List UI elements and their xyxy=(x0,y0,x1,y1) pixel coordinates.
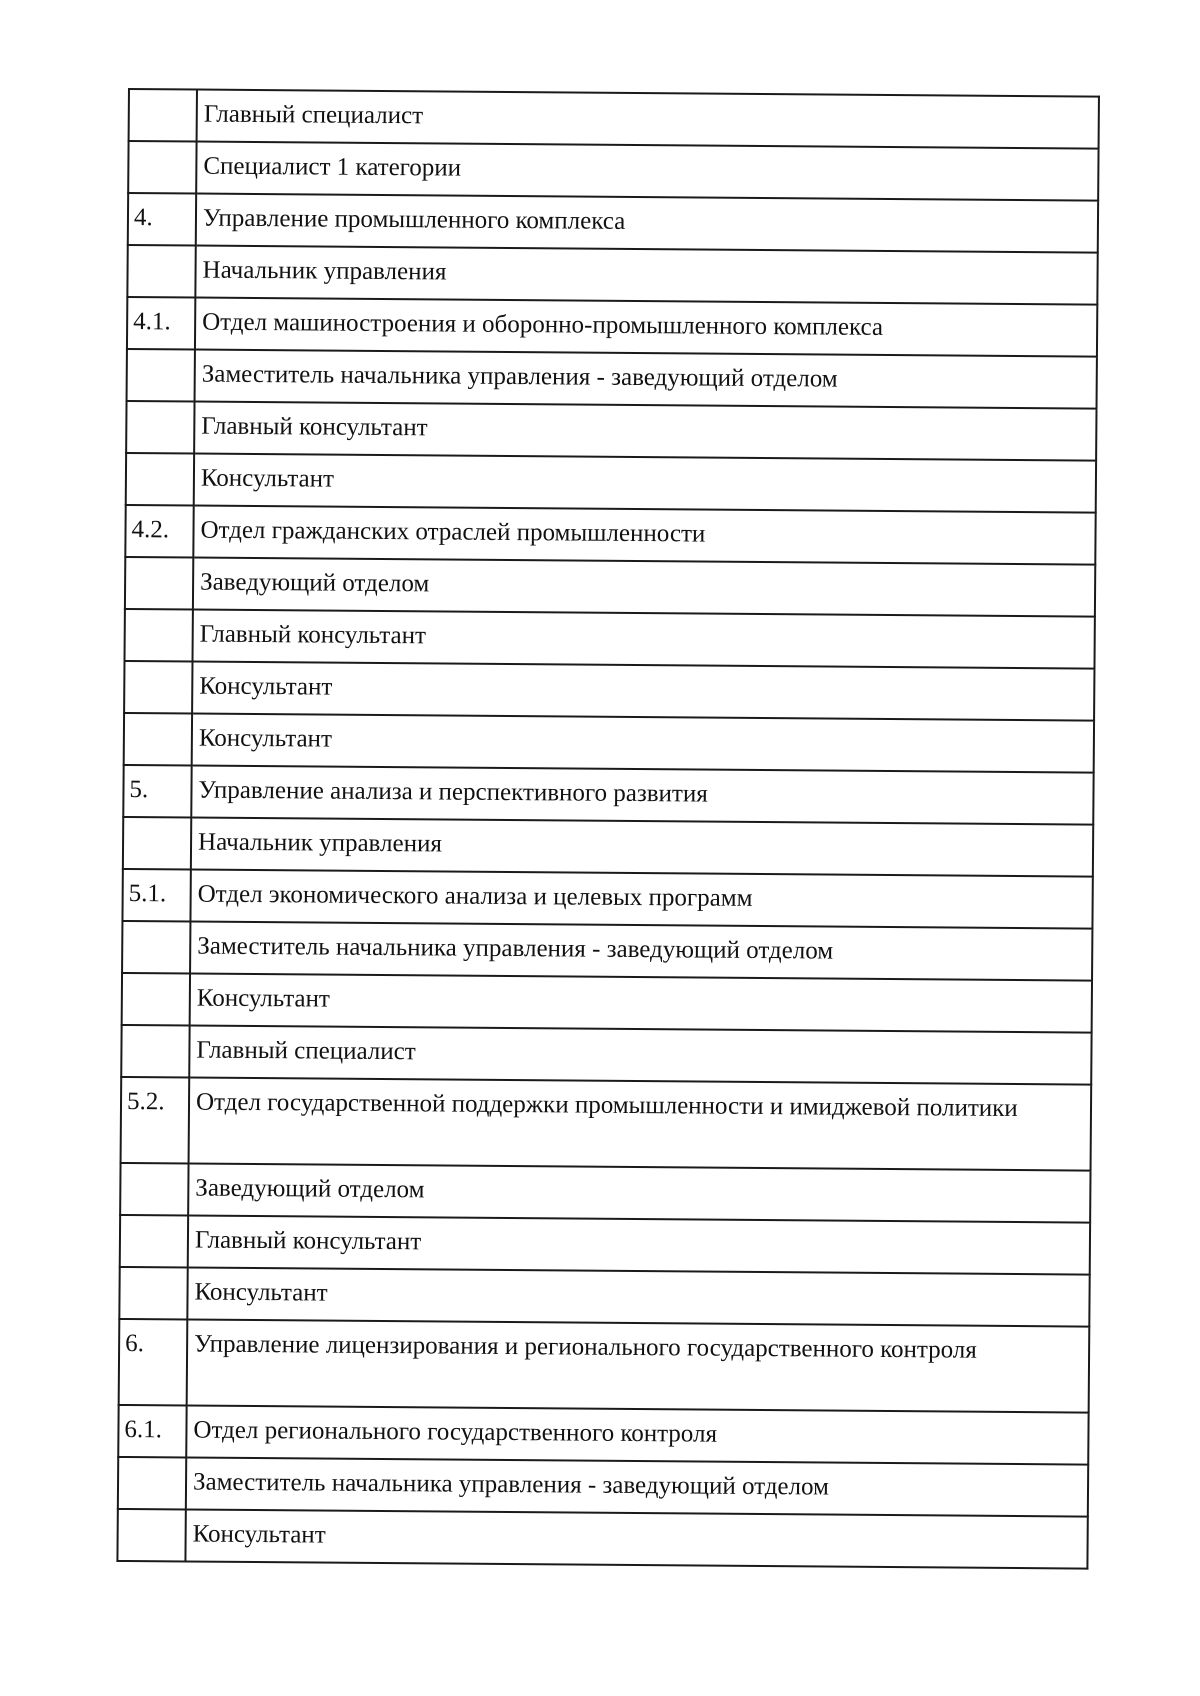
table-row xyxy=(127,245,1097,305)
row-number: 5. xyxy=(123,765,191,818)
table-row xyxy=(121,1077,1092,1171)
row-number xyxy=(129,89,197,142)
table-row xyxy=(127,297,1097,357)
row-title: Главный консультант xyxy=(194,402,1096,461)
row-number xyxy=(128,141,196,194)
row-number xyxy=(119,1267,187,1320)
row-number xyxy=(122,973,190,1026)
row-title: Управление анализа и перспективного развития xyxy=(191,766,1093,825)
row-title: Заместитель начальника управления - заведующий отделом xyxy=(195,350,1097,409)
row-number xyxy=(120,1163,188,1216)
row-number xyxy=(122,921,190,974)
row-title: Главный консультант xyxy=(192,610,1094,669)
row-title: Главный консультант xyxy=(188,1216,1090,1275)
row-title: Управление промышленного комплекса xyxy=(196,194,1098,253)
row-title: Консультант xyxy=(192,662,1094,721)
row-title: Заместитель начальника управления - заведующий отделом xyxy=(186,1457,1088,1516)
row-number xyxy=(125,557,193,610)
table-row xyxy=(118,1457,1088,1517)
table-row xyxy=(120,1215,1090,1275)
table-row xyxy=(122,869,1092,929)
row-title: Консультант xyxy=(190,974,1092,1033)
table-row xyxy=(128,193,1098,253)
table-row xyxy=(124,713,1094,773)
row-number: 5.2. xyxy=(121,1077,190,1164)
row-number: 5.1. xyxy=(122,869,190,922)
row-title: Заведующий отделом xyxy=(188,1164,1090,1223)
row-title: Главный специалист xyxy=(197,90,1099,149)
row-number: 6.1. xyxy=(118,1405,186,1458)
table-row xyxy=(124,661,1094,721)
row-number: 4.2. xyxy=(125,505,193,558)
row-title: Консультант xyxy=(194,454,1096,513)
row-number xyxy=(120,1215,188,1268)
table-row xyxy=(125,505,1095,565)
row-number xyxy=(124,713,192,766)
table-row xyxy=(128,141,1098,201)
table-row xyxy=(120,1163,1090,1223)
row-title: Отдел регионального государственного контроля xyxy=(186,1406,1088,1465)
table-row xyxy=(119,1267,1089,1327)
table-row xyxy=(118,1405,1088,1465)
table-row xyxy=(119,1319,1090,1413)
row-number xyxy=(126,453,194,506)
row-title: Начальник управления xyxy=(195,246,1097,305)
row-number xyxy=(118,1457,186,1510)
table-row xyxy=(122,973,1092,1033)
row-number xyxy=(127,349,195,402)
row-title: Специалист 1 категории xyxy=(196,142,1098,201)
row-number xyxy=(121,1025,189,1078)
row-title: Консультант xyxy=(192,714,1094,773)
row-title: Консультант xyxy=(185,1509,1087,1568)
row-number xyxy=(124,661,192,714)
row-number xyxy=(126,401,194,454)
table-row xyxy=(117,1509,1087,1569)
table-row xyxy=(127,349,1097,409)
row-number xyxy=(123,817,191,870)
staff-structure-table xyxy=(116,88,1100,1570)
row-number xyxy=(117,1509,185,1562)
table-row xyxy=(129,89,1099,149)
row-title: Управление лицензирования и регионального государственного контроля xyxy=(187,1320,1090,1413)
row-title: Отдел государственной поддержки промышленности и имиджевой политики xyxy=(189,1078,1092,1171)
row-number: 4.1. xyxy=(127,297,195,350)
table-row xyxy=(124,609,1094,669)
row-number: 4. xyxy=(128,193,196,246)
table-body xyxy=(117,89,1099,1569)
row-title: Начальник управления xyxy=(191,818,1093,877)
row-number: 6. xyxy=(119,1319,188,1406)
table-row xyxy=(122,921,1092,981)
row-title: Заведующий отделом xyxy=(193,558,1095,617)
row-title: Заместитель начальника управления - заведующий отделом xyxy=(190,922,1092,981)
row-number xyxy=(124,609,192,662)
table-row xyxy=(126,453,1096,513)
row-number xyxy=(127,245,195,298)
row-title: Консультант xyxy=(187,1268,1089,1327)
row-title: Отдел машиностроения и оборонно-промышленного комплекса xyxy=(195,298,1097,357)
row-title: Главный специалист xyxy=(189,1026,1091,1085)
row-title: Отдел гражданских отраслей промышленности xyxy=(193,506,1095,565)
table-row xyxy=(121,1025,1091,1085)
table-row xyxy=(125,557,1095,617)
row-title: Отдел экономического анализа и целевых программ xyxy=(190,870,1092,929)
table-row xyxy=(123,817,1093,877)
table-row xyxy=(123,765,1093,825)
table-row xyxy=(126,401,1096,461)
